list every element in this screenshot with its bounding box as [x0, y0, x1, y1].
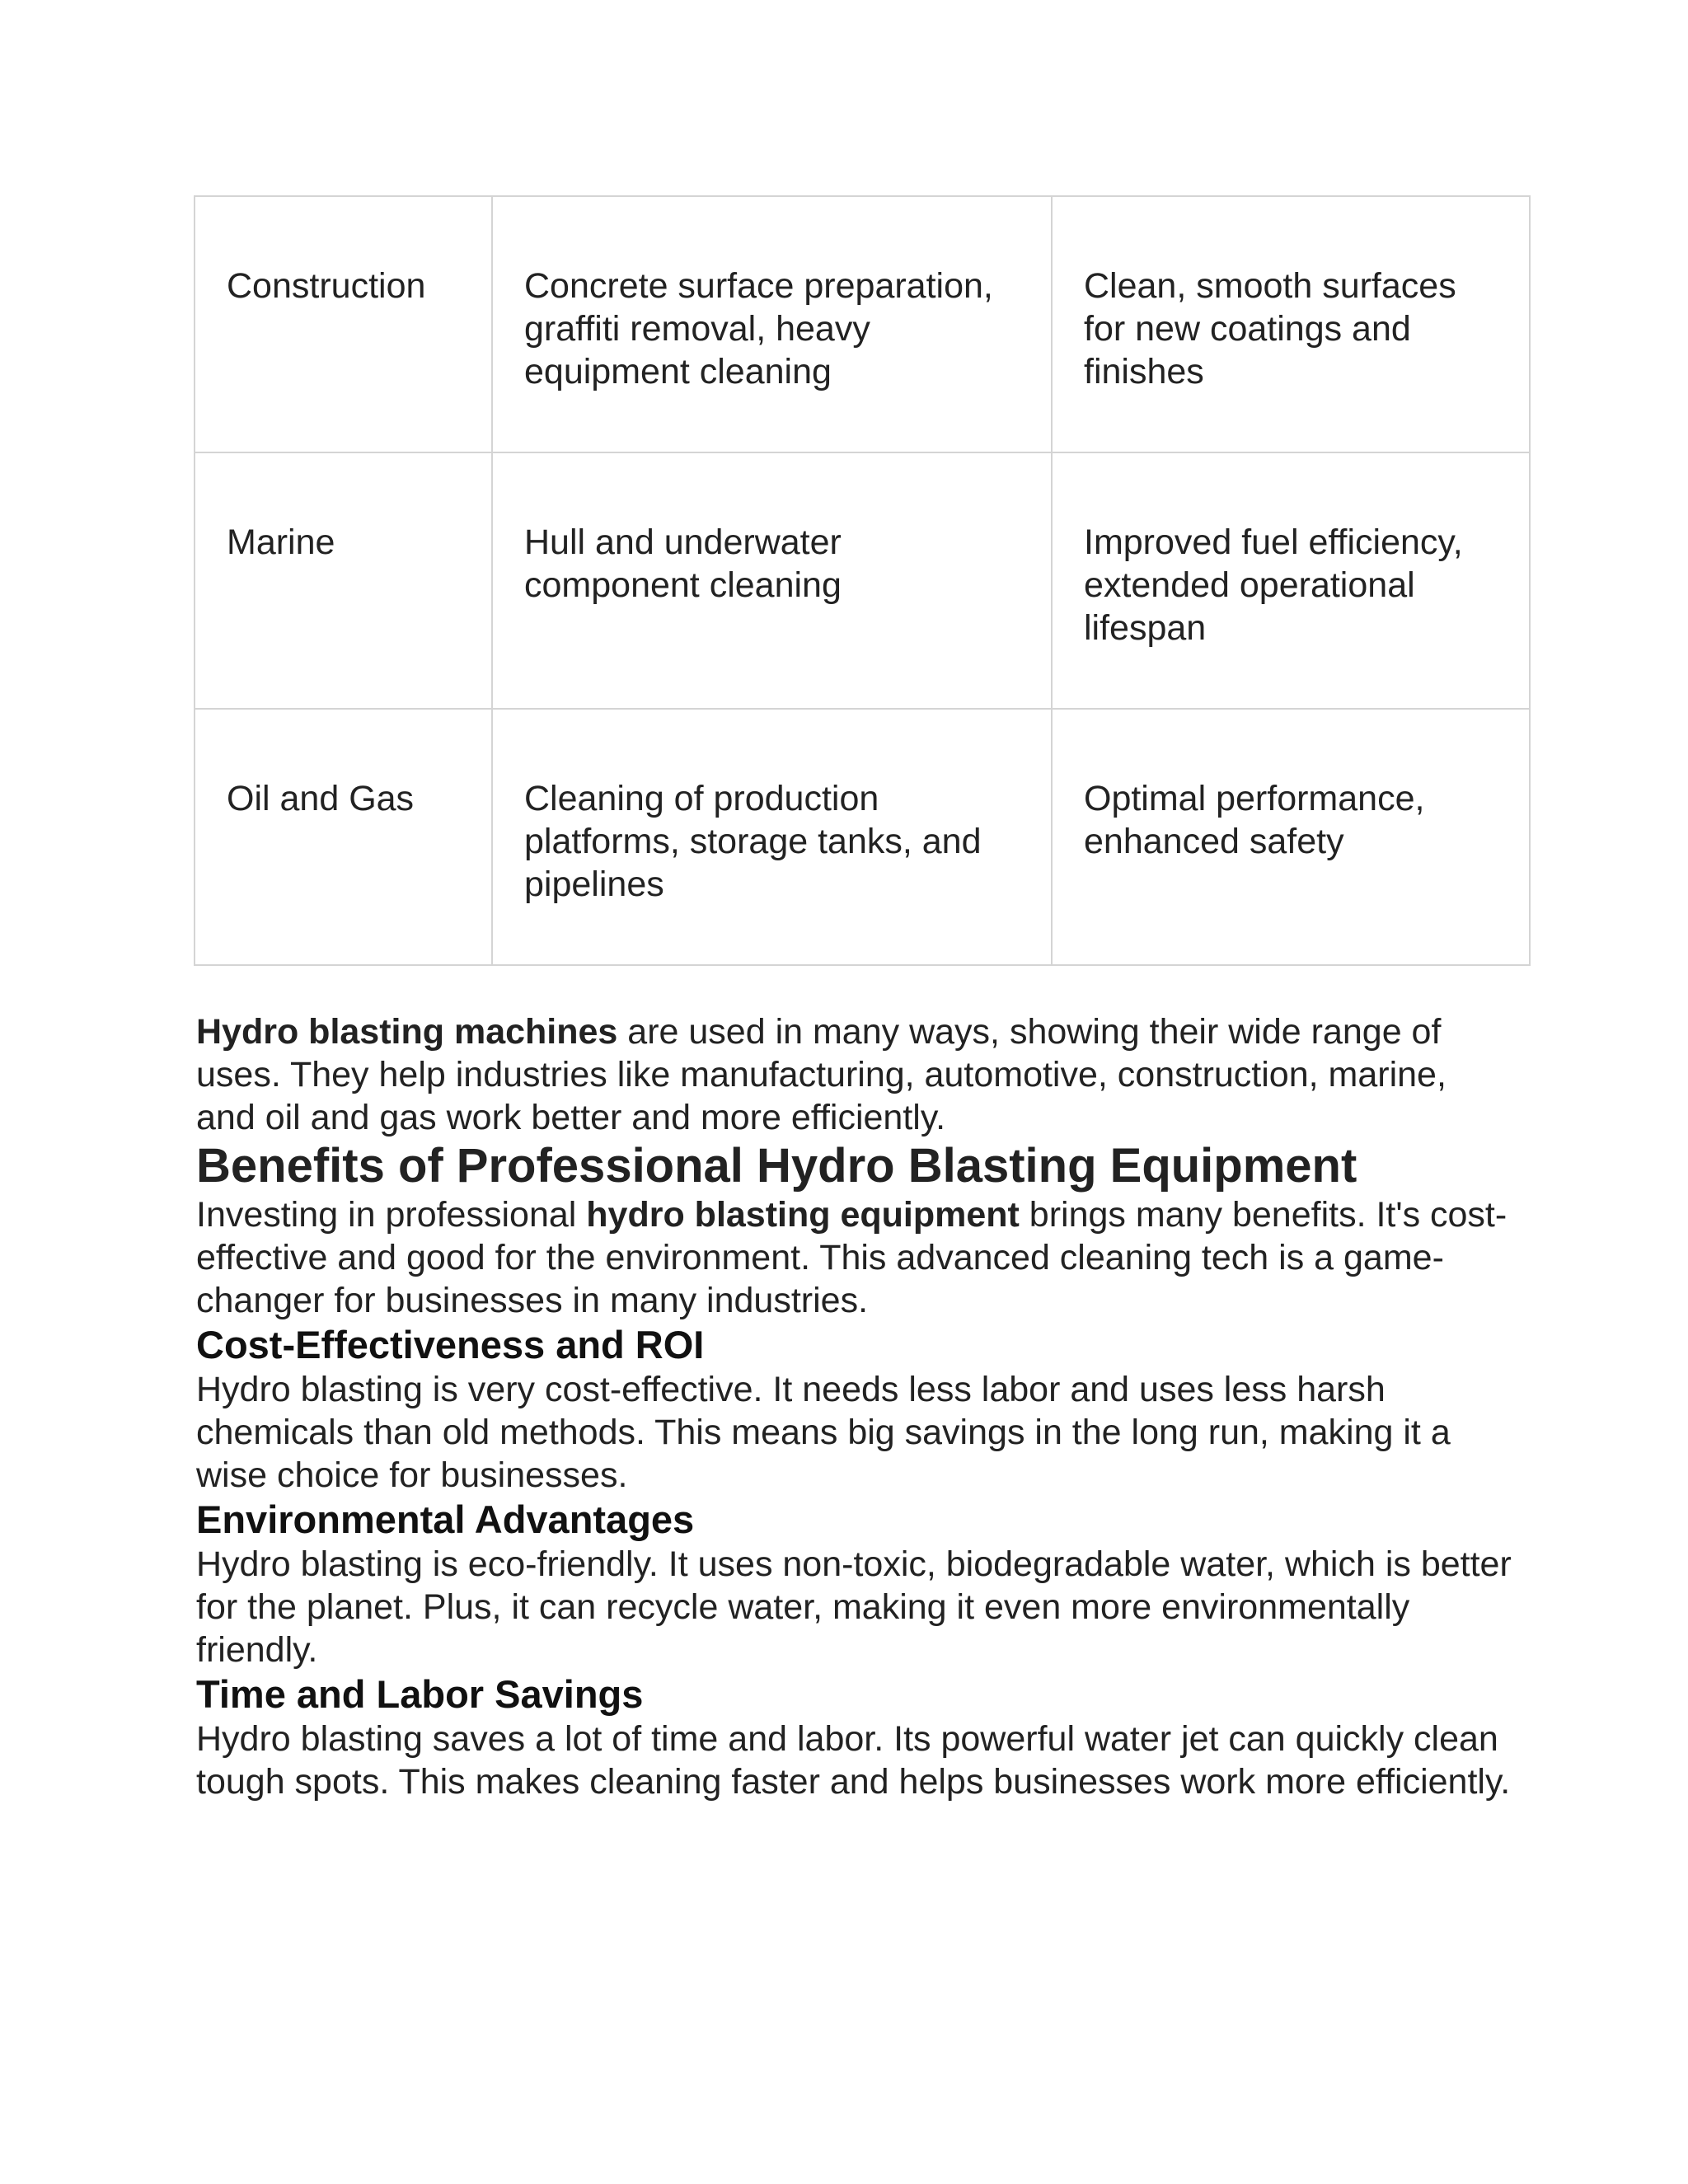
benefits-cell: Clean, smooth surfaces for new coatings and finishes	[1052, 196, 1530, 452]
benefits-heading: Benefits of Professional Hydro Blasting Equipment	[196, 1139, 1357, 1193]
industry-applications-table	[194, 195, 1531, 966]
time-labor-paragraph: Hydro blasting saves a lot of time and labor. Its powerful water jet can quickly clean tough spots. This makes cleaning faster and helps businesses work more efficiently.	[196, 1719, 1511, 1802]
benefits-intro-bold: hydro blasting equipment	[586, 1195, 1020, 1235]
industry-cell: Marine	[195, 452, 492, 709]
benefits-cell: Improved fuel efficiency, extended operational lifespan	[1052, 452, 1530, 709]
applications-cell: Concrete surface preparation, graffiti removal, heavy equipment cleaning	[492, 196, 1052, 452]
benefits-intro-before: Investing in professional	[196, 1195, 587, 1235]
summary-bold-lead: Hydro blasting machines	[196, 1012, 618, 1052]
table-row	[195, 196, 1530, 452]
cost-effectiveness-paragraph: Hydro blasting is very cost-effective. It needs less labor and uses less harsh chemicals than old methods. This means big savings in the long run, making it a wise choice for businesses.	[196, 1370, 1451, 1495]
benefits-intro-after: brings many benefits. It's cost-effective and good for the environment. This advanced cleaning tech is a game-changer for businesses in many industries.	[196, 1195, 1507, 1320]
industry-cell: Construction	[195, 196, 492, 452]
applications-cell: Cleaning of production platforms, storage tanks, and pipelines	[492, 709, 1052, 965]
table-row	[195, 709, 1530, 965]
environmental-paragraph: Hydro blasting is eco-friendly. It uses non-toxic, biodegradable water, which is better for the planet. Plus, it can recycle water, making it even more environmentally friendly.	[196, 1544, 1512, 1670]
summary-text: are used in many ways, showing their wide range of uses. They help industries like manufacturing, automotive, construction, marine, and oil and gas work better and more efficiently.	[196, 1012, 1447, 1137]
table-row	[195, 452, 1530, 709]
summary-paragraph	[196, 1010, 1515, 1139]
benefits-cell: Optimal performance, enhanced safety	[1052, 709, 1530, 965]
cost-effectiveness-heading: Cost-Effectiveness and ROI	[196, 1323, 705, 1366]
benefits-intro-paragraph	[196, 1193, 1515, 1322]
time-labor-heading: Time and Labor Savings	[196, 1672, 644, 1716]
article-body	[196, 1010, 1515, 1803]
applications-cell: Hull and underwater component cleaning	[492, 452, 1052, 709]
industry-cell: Oil and Gas	[195, 709, 492, 965]
environmental-heading: Environmental Advantages	[196, 1497, 695, 1541]
